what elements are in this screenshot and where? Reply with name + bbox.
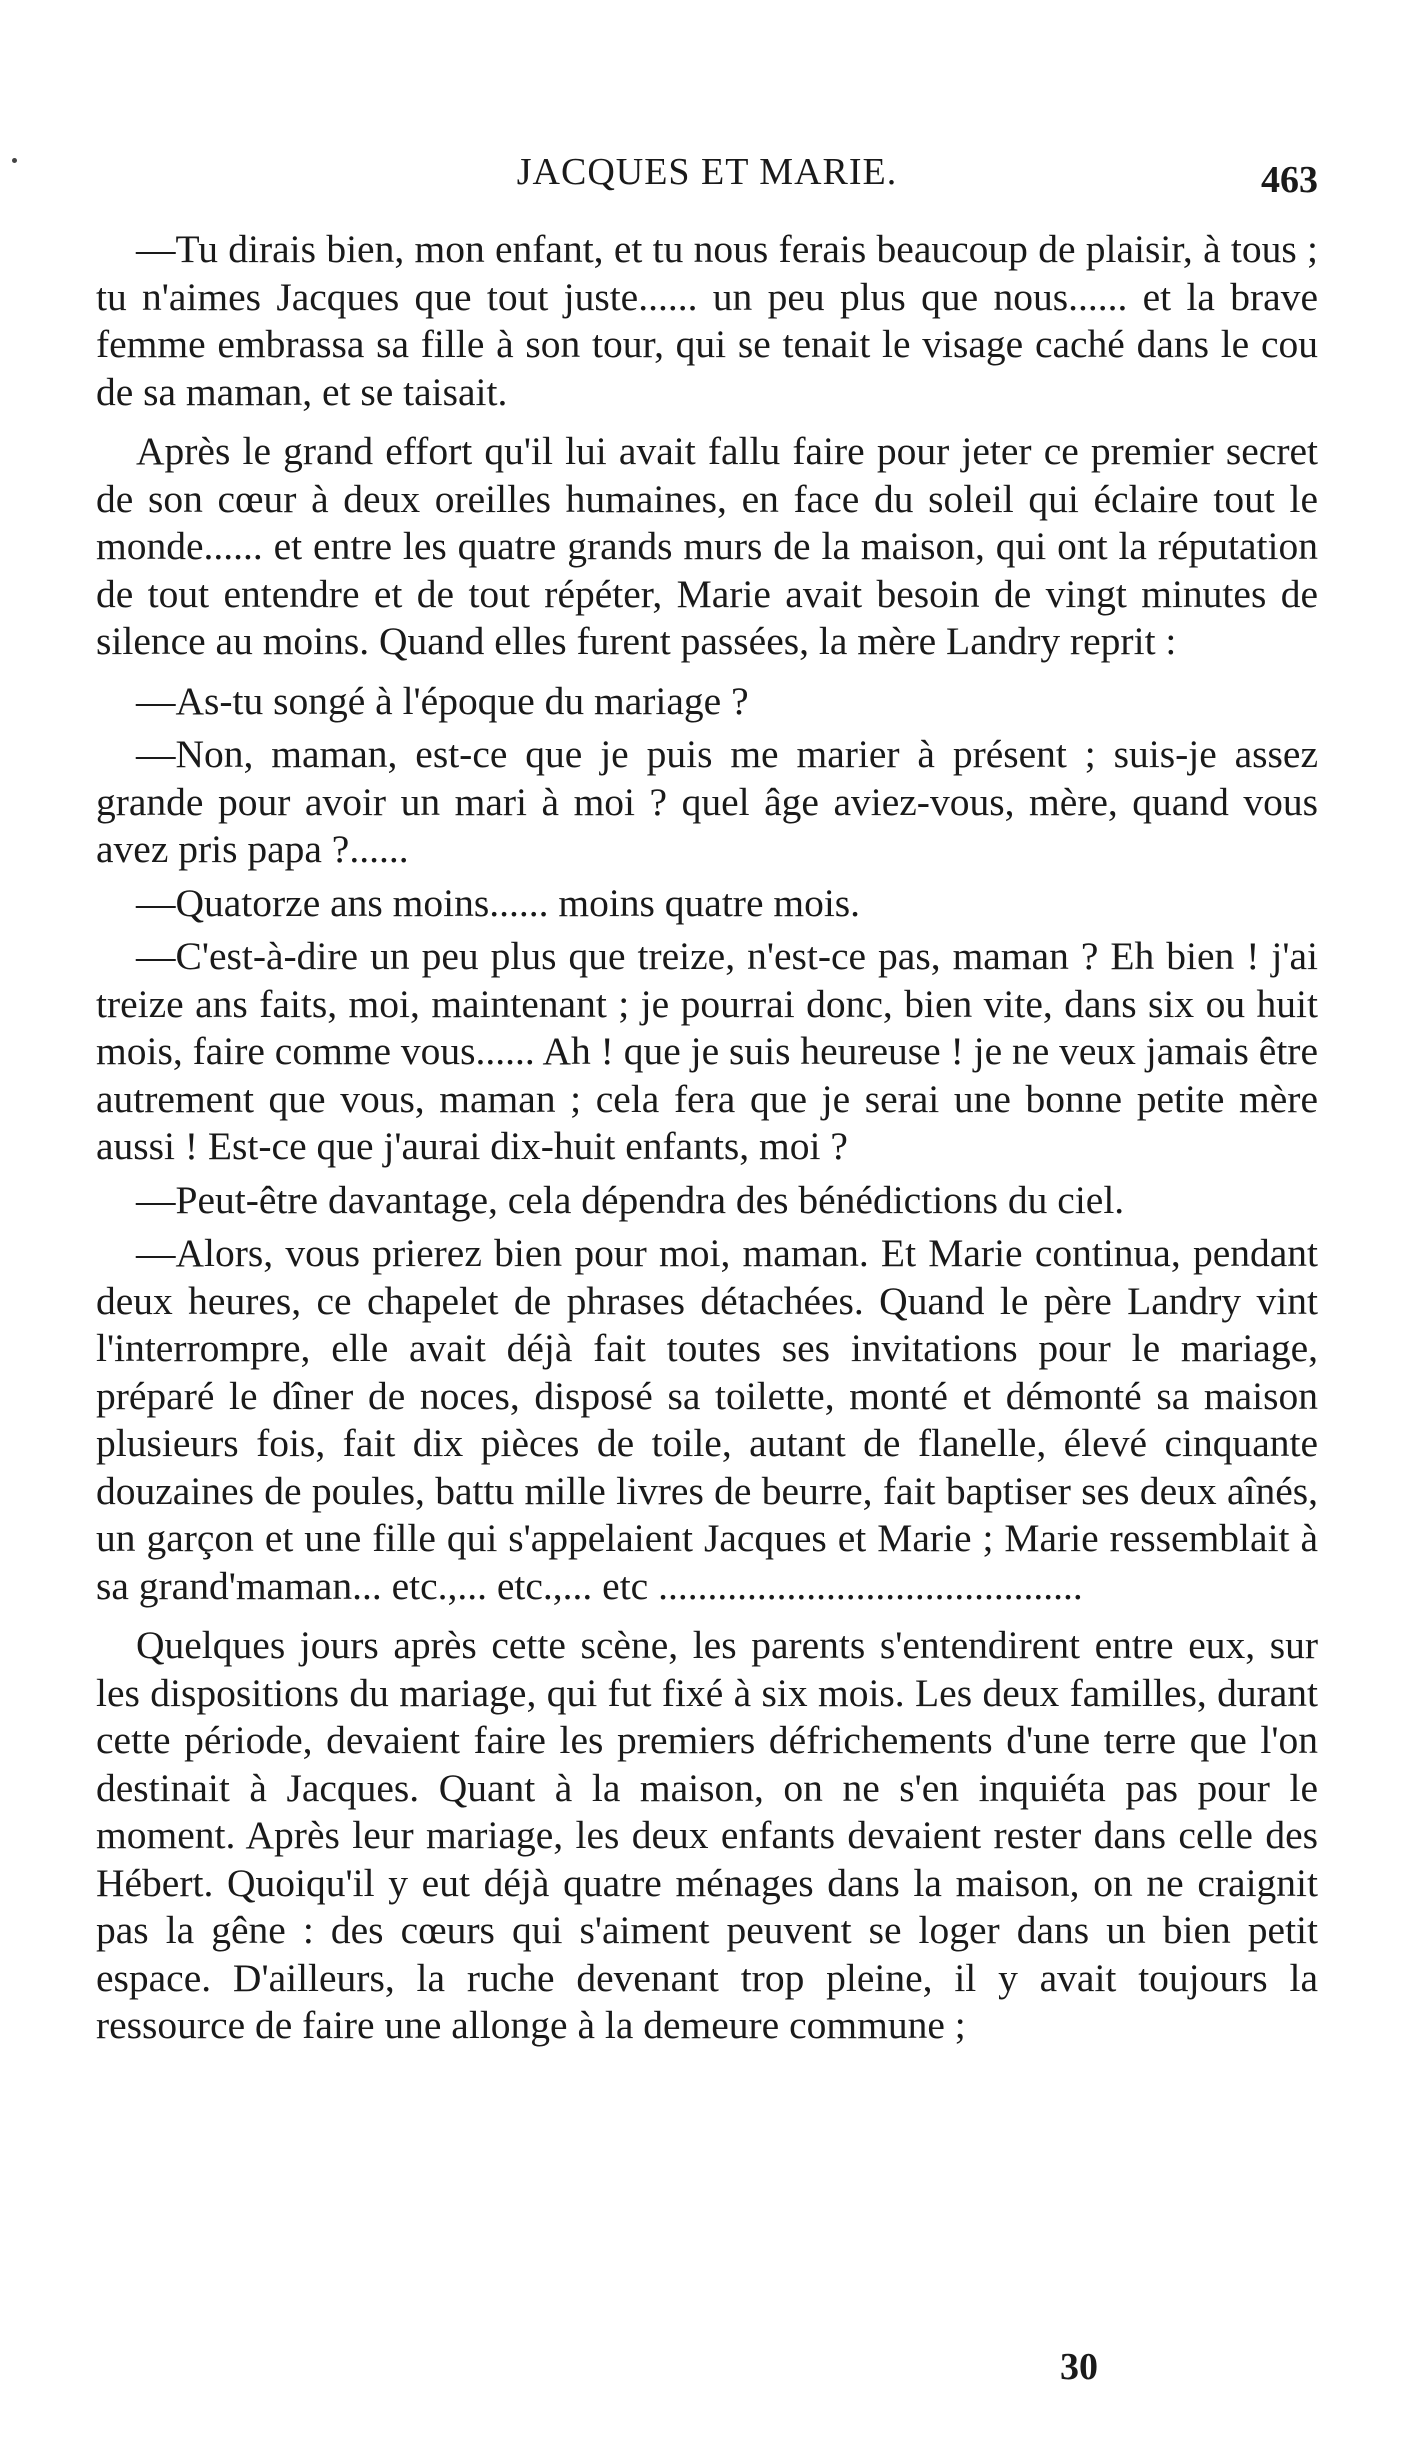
paragraph-3: —As-tu songé à l'époque du mariage ? (136, 678, 749, 723)
signature-mark: 30 (1060, 2346, 1098, 2388)
book-page (96, 150, 1318, 2050)
paragraph-8-text: —Alors, vous prierez bien pour moi, maman. Et Marie continua, pendant deux heures, ce chapelet de phrases détachées. Quand le père Landry vint l'interrompre, elle avait déjà fait toutes ses invitations pour le mariage, préparé le dîner de noces, disposé sa toilette, monté et démonté sa maison plusieurs fois, fait dix pièces de toile, autant de flanelle, élevé cinquante douzaines de poules, battu mille livres de beurre, fait baptiser ses deux aînés, un garçon et une fille qui s'appelaient Jacques et Marie ; Marie ressemblait à sa grand'maman... etc.,... etc.,... etc (96, 1231, 1318, 1608)
paragraph-7: —Peut-être davantage, cela dépendra des bénédictions du ciel. (136, 1177, 1125, 1222)
page-number: 463 (1261, 159, 1318, 201)
paragraph-5: —Quatorze ans moins...... moins quatre mois. (136, 880, 861, 925)
paragraph-4: —Non, maman, est-ce que je puis me marier à présent ; suis-je assez grande pour avoir un mari à moi ? quel âge aviez-vous, mère, quand vous avez pris papa ?...... (96, 732, 1318, 871)
paragraph-1: —Tu dirais bien, mon enfant, et tu nous ferais beaucoup de plaisir, à tous ; tu n'aimes Jacques que tout juste...... un peu plus que nous...... et la brave femme embrassa sa fille à son tour, qui se tenait le visage caché dans le cou de sa maman, et se taisait. (96, 227, 1318, 414)
paragraph-9: Quelques jours après cette scène, les parents s'entendirent entre eux, sur les dispositions du mariage, qui fut fixé à six mois. Les deux familles, durant cette période, devaient faire les premiers défrichements d'une terre que l'on destinait à Jacques. Quant à la maison, on ne s'en inquiéta pas pour le moment. Après leur mariage, les deux enfants devaient rester dans celle des Hébert. Quoiqu'il y eut déjà quatre ménages dans la maison, on ne craignit pas la gêne : des cœurs qui s'aiment peuvent se loger dans un bien petit espace. D'ailleurs, la ruche devenant trop pleine, il y avait toujours la ressource de faire une allonge à la demeure commune ; (96, 1623, 1318, 2047)
running-title: JACQUES ET MARIE. (516, 151, 898, 193)
paragraph-8 (96, 1230, 1318, 1610)
paragraph-2: Après le grand effort qu'il lui avait fallu faire pour jeter ce premier secret de son cœur à deux oreilles humaines, en face du soleil qui éclaire tout le monde...... et entre les quatre grands murs de la maison, qui ont la réputation de tout entendre et de tout répéter, Marie avait besoin de vingt minutes de silence au moins. Quand elles furent passées, la mère Landry reprit : (96, 429, 1318, 663)
page-header (96, 150, 1318, 210)
dotted-leader: ........................................... (648, 1563, 1083, 1608)
margin-speck (12, 158, 17, 163)
paragraph-6: —C'est-à-dire un peu plus que treize, n'est-ce pas, maman ? Eh bien ! j'ai treize ans faits, moi, maintenant ; je pourrai donc, bien vite, dans six ou huit mois, faire comme vous...... Ah ! que je suis heureuse ! je ne veux jamais être autrement que vous, maman ; cela fera que je serai une bonne petite mère aussi ! Est-ce que j'aurai dix-huit enfants, moi ? (96, 934, 1318, 1168)
